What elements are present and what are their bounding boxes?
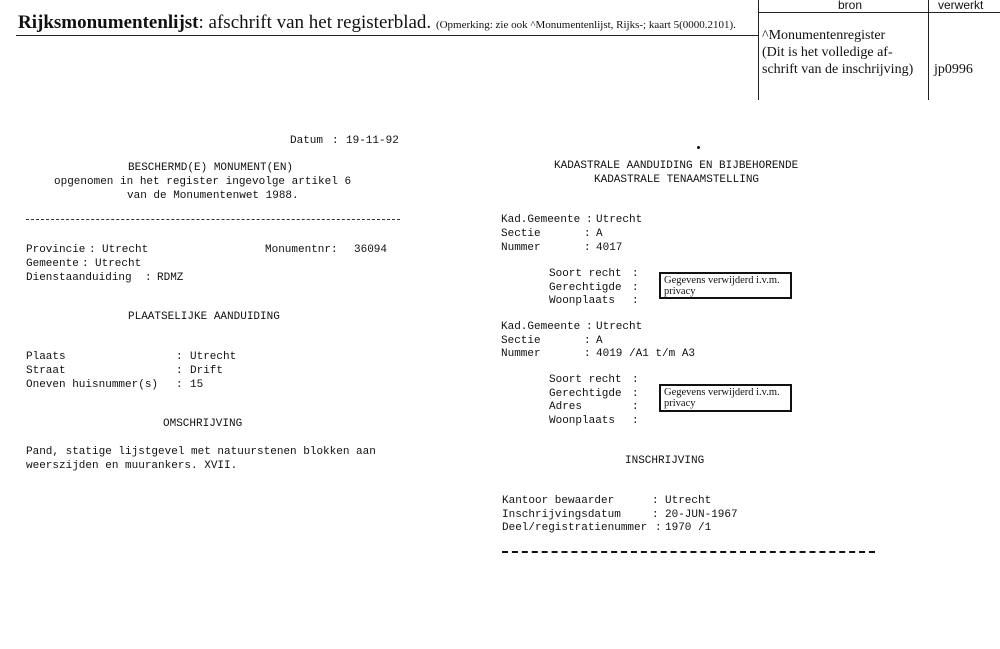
monumentnr-value: 36094: [354, 244, 388, 256]
kadaster-heading-line: KADASTRALE TENAAMSTELLING: [594, 174, 760, 186]
dienst-value: RDMZ: [157, 272, 184, 284]
deel-sep: :: [655, 522, 662, 534]
sectie-value: A: [596, 228, 603, 240]
nummer-sep: :: [584, 348, 591, 360]
woonplaats-sep: :: [632, 295, 639, 307]
kadaster-heading-line: KADASTRALE AANDUIDING EN BIJBEHORENDE: [554, 160, 799, 172]
provincie-label: Provincie: [26, 244, 86, 256]
heading-line: opgenomen in het register ingevolge artikel 6: [54, 176, 352, 188]
plaats-value: Utrecht: [190, 351, 237, 363]
woonplaats-label: Woonplaats: [549, 295, 616, 307]
woonplaats-label: Woonplaats: [549, 415, 616, 427]
omschrijving-line: weerszijden en muurankers. XVII.: [26, 460, 238, 472]
gerechtigde-label: Gerechtigde: [549, 388, 622, 400]
datum-value: 19-11-92: [346, 135, 399, 147]
inschrijving-heading: INSCHRIJVING: [625, 455, 705, 467]
bron-text: [762, 27, 913, 78]
omschrijving-line: Pand, statige lijstgevel met natuurstenen blokken aan: [26, 446, 376, 458]
table-border-left: [758, 0, 759, 100]
kantoor-label: Kantoor bewaarder: [502, 495, 615, 507]
privacy-redaction-box: Gegevens verwijderd i.v.m. privacy: [659, 272, 792, 299]
kad-gemeente-sep: :: [586, 321, 593, 333]
speck: [697, 146, 700, 149]
kantoor-value: Utrecht: [665, 495, 712, 507]
source-table: [758, 0, 1000, 100]
sectie-value: A: [596, 335, 603, 347]
soort-recht-sep: :: [632, 268, 639, 280]
sectie-label: Sectie: [501, 228, 541, 240]
dienst-sep: :: [145, 272, 152, 284]
col-bron-header: bron: [838, 0, 863, 12]
document-title: [18, 12, 736, 34]
gerechtigde-sep: :: [632, 388, 639, 400]
heading-line: van de Monumentenwet 1988.: [127, 190, 299, 202]
verwerkt-value: jp0996: [934, 62, 973, 77]
inschrijvingsdatum-sep: :: [652, 509, 659, 521]
bron-line: schrift van de inschrijving): [762, 62, 914, 77]
gerechtigde-sep: :: [632, 282, 639, 294]
huisnummer-sep: :: [176, 379, 183, 391]
nummer-value: 4017: [596, 242, 623, 254]
soort-recht-label: Soort recht: [549, 374, 622, 386]
huisnummer-label: Oneven huisnummer(s): [26, 379, 159, 391]
table-header-rule: [758, 12, 1000, 13]
monumentnr-label: Monumentnr:: [265, 244, 338, 256]
kad-gemeente-label: Kad.Gemeente: [501, 321, 581, 333]
plaats-label: Plaats: [26, 351, 66, 363]
bron-line: (Dit is het volledige af-: [762, 45, 893, 60]
gemeente-sep: :: [82, 258, 89, 270]
sectie-label: Sectie: [501, 335, 541, 347]
kad-gemeente-value: Utrecht: [596, 321, 643, 333]
header-rule: [16, 35, 758, 36]
huisnummer-value: 15: [190, 379, 204, 391]
adres-label: Adres: [549, 401, 583, 413]
kad-gemeente-label: Kad.Gemeente: [501, 214, 581, 226]
heading-line: BESCHERMD(E) MONUMENT(EN): [128, 162, 294, 174]
inschrijvingsdatum-label: Inschrijvingsdatum: [502, 509, 621, 521]
title-rest: : afschrift van het registerblad.: [198, 12, 432, 33]
divider: [502, 551, 875, 553]
provincie-value: Utrecht: [102, 244, 149, 256]
nummer-value: 4019 /A1 t/m A3: [596, 348, 696, 360]
nummer-label: Nummer: [501, 242, 541, 254]
sectie-sep: :: [584, 228, 591, 240]
straat-value: Drift: [190, 365, 224, 377]
dienst-label: Dienstaanduiding: [26, 272, 132, 284]
straat-sep: :: [176, 365, 183, 377]
gemeente-label: Gemeente: [26, 258, 79, 270]
omschrijving-heading: OMSCHRIJVING: [163, 418, 243, 430]
inschrijvingsdatum-value: 20-JUN-1967: [665, 509, 738, 521]
woonplaats-sep: :: [632, 415, 639, 427]
bron-line: ^Monumentenregister: [762, 28, 886, 43]
soort-recht-label: Soort recht: [549, 268, 622, 280]
table-border-mid: [928, 0, 929, 100]
gerechtigde-label: Gerechtigde: [549, 282, 622, 294]
col-verwerkt-header: verwerkt: [938, 0, 984, 12]
plaats-sep: :: [176, 351, 183, 363]
deel-label: Deel/registratienummer: [502, 522, 648, 534]
divider: [26, 219, 400, 220]
gemeente-value: Utrecht: [95, 258, 142, 270]
privacy-redaction-box: Gegevens verwijderd i.v.m. privacy: [659, 384, 792, 412]
adres-sep: :: [632, 401, 639, 413]
kad-gemeente-sep: :: [586, 214, 593, 226]
kantoor-sep: :: [652, 495, 659, 507]
deel-value: 1970 /1: [665, 522, 712, 534]
nummer-label: Nummer: [501, 348, 541, 360]
straat-label: Straat: [26, 365, 66, 377]
datum-sep: :: [332, 135, 339, 147]
sectie-sep: :: [584, 335, 591, 347]
provincie-sep: :: [89, 244, 96, 256]
title-bold: Rijksmonumentenlijst: [18, 12, 199, 33]
kad-gemeente-value: Utrecht: [596, 214, 643, 226]
title-note: (Opmerking: zie ook ^Monumentenlijst, Rijks-; kaart 5(0000.2101).: [435, 19, 736, 31]
nummer-sep: :: [584, 242, 591, 254]
datum-label: Datum: [290, 135, 324, 147]
soort-recht-sep: :: [632, 374, 639, 386]
plaatselijk-heading: PLAATSELIJKE AANDUIDING: [128, 311, 280, 323]
